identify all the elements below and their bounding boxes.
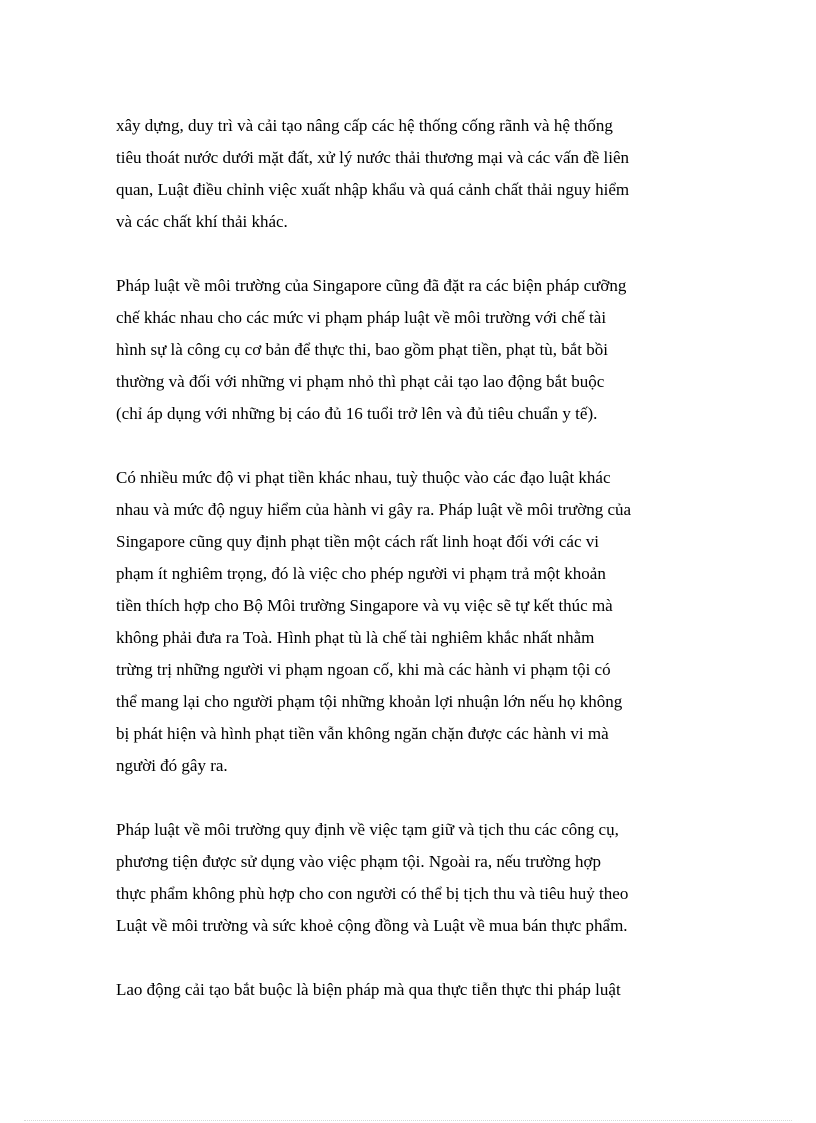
text-line: quan, Luật điều chỉnh việc xuất nhập khẩu và quá cảnh chất thải nguy hiểm <box>116 180 630 199</box>
paragraph-2 <box>116 270 706 430</box>
text-line: thể mang lại cho người phạm tội những khoản lợi nhuận lớn nếu họ không <box>116 692 623 711</box>
text-line: nhau và mức độ nguy hiểm của hành vi gây ra. Pháp luật về môi trường của <box>116 500 632 519</box>
text-line: bị phát hiện và hình phạt tiền vẫn không ngăn chặn được các hành vi mà <box>116 724 609 743</box>
text-line: tiêu thoát nước dưới mặt đất, xử lý nước thải thương mại và các vấn đề liên <box>116 148 630 167</box>
text-line: thực phẩm không phù hợp cho con người có thể bị tịch thu và tiêu huỷ theo <box>116 884 629 903</box>
text-line: hình sự là công cụ cơ bản để thực thi, bao gồm phạt tiền, phạt tù, bắt bồi <box>116 340 608 359</box>
text-line: xây dựng, duy trì và cải tạo nâng cấp các hệ thống cống rãnh và hệ thống <box>116 116 613 135</box>
text-line: không phải đưa ra Toà. Hình phạt tù là chế tài nghiêm khắc nhất nhằm <box>116 628 595 647</box>
text-line: và các chất khí thải khác. <box>116 212 288 231</box>
text-line: Pháp luật về môi trường quy định về việc tạm giữ và tịch thu các công cụ, <box>116 820 619 839</box>
page-bottom-divider <box>24 1120 792 1121</box>
paragraph-4 <box>116 814 706 942</box>
text-line: tiền thích hợp cho Bộ Môi trường Singapore và vụ việc sẽ tự kết thúc mà <box>116 596 613 615</box>
text-line: chế khác nhau cho các mức vi phạm pháp luật về môi trường với chế tài <box>116 308 607 327</box>
text-line: Pháp luật về môi trường của Singapore cũng đã đặt ra các biện pháp cưỡng <box>116 276 627 295</box>
text-line: trừng trị những người vi phạm ngoan cố, khi mà các hành vi phạm tội có <box>116 660 611 679</box>
text-line: Có nhiều mức độ vi phạt tiền khác nhau, tuỳ thuộc vào các đạo luật khác <box>116 468 611 487</box>
paragraph-5 <box>116 974 706 1006</box>
text-line: người đó gây ra. <box>116 756 228 775</box>
paragraph-1 <box>116 110 706 238</box>
paragraph-3 <box>116 462 706 782</box>
text-line: Singapore cũng quy định phạt tiền một cách rất linh hoạt đối với các vi <box>116 532 599 551</box>
text-line: Luật về môi trường và sức khoẻ cộng đồng và Luật về mua bán thực phẩm. <box>116 916 628 935</box>
text-line: phạm ít nghiêm trọng, đó là việc cho phép người vi phạm trả một khoản <box>116 564 606 583</box>
text-line: Lao động cải tạo bắt buộc là biện pháp mà qua thực tiễn thực thi pháp luật <box>116 980 621 999</box>
text-line: (chỉ áp dụng với những bị cáo đủ 16 tuổi trở lên và đủ tiêu chuẩn y tế). <box>116 404 598 423</box>
text-line: thường và đối với những vi phạm nhỏ thì phạt cải tạo lao động bắt buộc <box>116 372 605 391</box>
document-body <box>116 110 706 1038</box>
text-line: phương tiện được sử dụng vào việc phạm tội. Ngoài ra, nếu trường hợp <box>116 852 601 871</box>
